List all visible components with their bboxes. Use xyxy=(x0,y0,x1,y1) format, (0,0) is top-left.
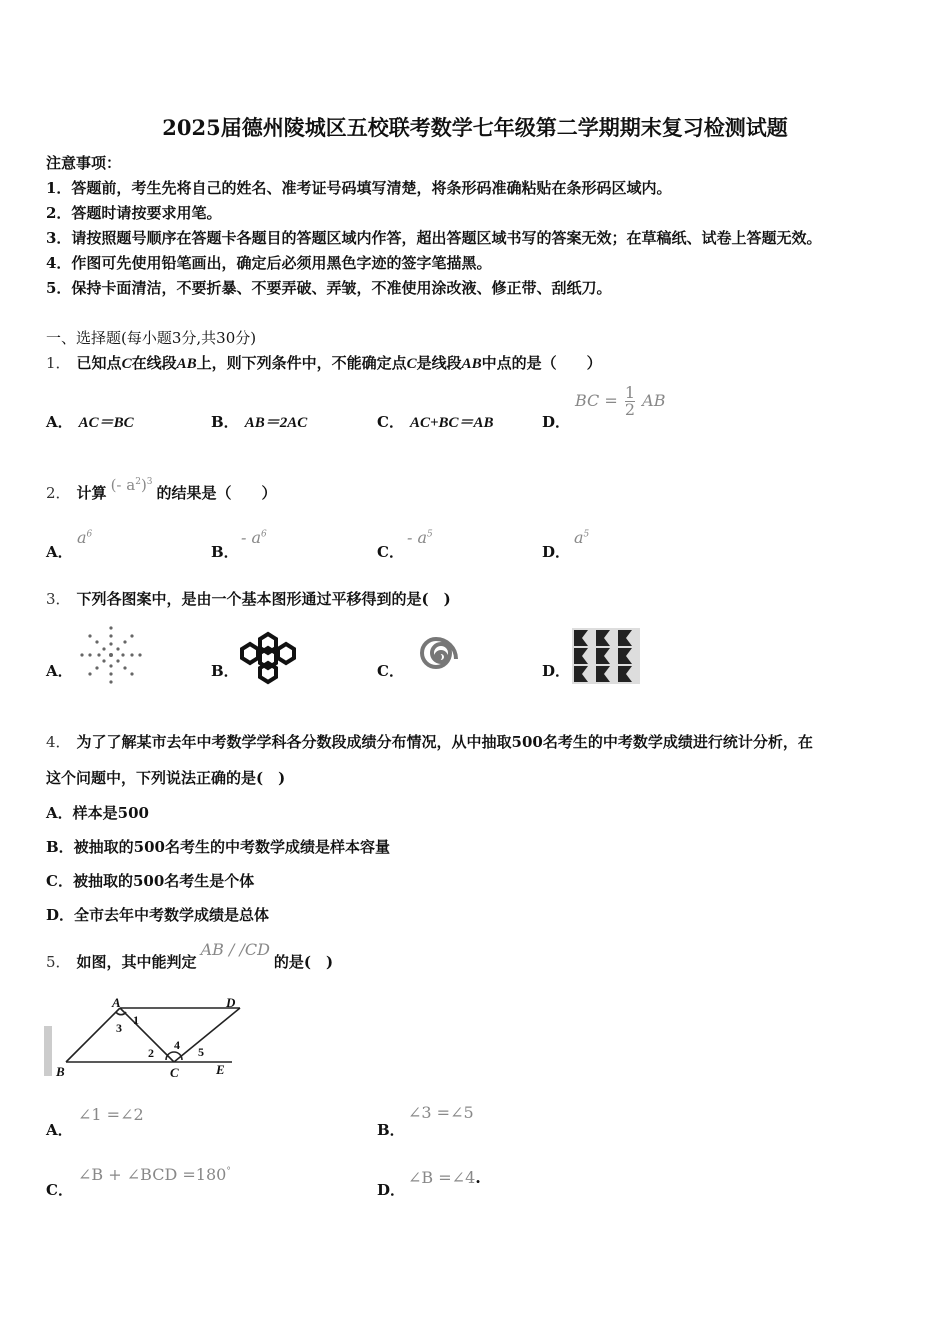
notice-item: 2．答题时请按要求用笔。 xyxy=(46,204,222,222)
question-4 xyxy=(46,731,813,752)
angle-label: 5 xyxy=(198,1045,204,1059)
snowflake-pattern-image xyxy=(76,624,146,686)
degree-symbol: ° xyxy=(226,1166,231,1177)
label-c: C xyxy=(170,1065,179,1080)
angle-label: 4 xyxy=(174,1038,180,1052)
question-number: 1． xyxy=(46,354,71,372)
q2-option-d xyxy=(542,541,570,562)
q2-option-a-formula xyxy=(77,528,92,547)
q5-expression: AB / /CD xyxy=(200,940,270,959)
formula-base: a xyxy=(77,528,87,547)
hexagon-flower-image xyxy=(238,630,298,686)
option-letter: C． xyxy=(377,543,404,561)
q5-text: 如图，其中能判定 xyxy=(76,953,197,971)
notice-item: 1．答题前，考生先将自己的姓名、准考证号码填写清楚，将条形码准确粘贴在条形码区域内。 xyxy=(46,179,672,197)
formula-text: ∠B =∠4 xyxy=(408,1168,476,1187)
question-2 xyxy=(46,476,277,503)
option-letter: B． xyxy=(211,413,239,431)
expr-exponent: 3 xyxy=(146,477,153,487)
angle-label: 1 xyxy=(133,1013,139,1027)
option-letter: A． xyxy=(46,413,73,431)
q1-point: C xyxy=(406,356,417,372)
q1-option-c xyxy=(377,411,494,432)
option-text: AC+BC＝AB xyxy=(409,415,494,431)
angle-label: 2 xyxy=(148,1046,154,1060)
q5-option-a: A． xyxy=(46,1121,73,1139)
q5-option-d-formula xyxy=(408,1168,481,1187)
option-text: AC＝BC xyxy=(78,415,134,431)
option-letter: D． xyxy=(542,413,571,431)
formula-exponent: 6 xyxy=(261,529,267,540)
label-e: E xyxy=(216,1062,225,1077)
question-5 xyxy=(46,940,334,972)
notice-heading: 注意事项： xyxy=(46,154,122,172)
question-1 xyxy=(46,352,602,373)
formula-text: ∠B + ∠BCD =180 xyxy=(78,1165,227,1184)
page-title: 2025届德州陵城区五校联考数学七年级第二学期期末复习检测试题 xyxy=(162,115,788,140)
section-heading: 一、选择题(每小题3分,共30分) xyxy=(46,329,257,347)
option-text: AB＝2AC xyxy=(244,415,308,431)
q1-segment: AB xyxy=(461,356,482,372)
formula-exponent: 5 xyxy=(583,529,590,540)
q3-option-b: B． xyxy=(211,662,239,680)
q2-option-b xyxy=(211,541,239,562)
period: . xyxy=(475,1168,481,1187)
q1-option-d-formula xyxy=(575,385,665,418)
numerator: 1 xyxy=(624,383,636,402)
q3-option-a: A． xyxy=(46,662,73,680)
notice-item: 5．保持卡面清洁，不要折暴、不要弄破、弄皱，不准使用涂改液、修正带、刮纸刀。 xyxy=(46,279,612,297)
label-b: B xyxy=(56,1064,65,1079)
formula-exponent: 5 xyxy=(427,529,433,540)
q4-text: 为了了解某市去年中考数学学科各分数段成绩分布情况，从中抽取500名考生的中考数学成绩进行统计分析，在 xyxy=(76,733,813,751)
formula-base: - a xyxy=(241,528,262,547)
q4-option-d: D．全市去年中考数学成绩是总体 xyxy=(46,906,270,924)
q4-text-line2: 这个问题中，下列说法正确的是( ) xyxy=(46,769,286,787)
q5-option-d: D． xyxy=(377,1181,406,1199)
q5-option-c: C． xyxy=(46,1181,73,1199)
q3-option-d: D． xyxy=(542,662,571,680)
denominator: 2 xyxy=(624,400,636,419)
question-number: 4． xyxy=(46,733,71,751)
q4-option-b: B．被抽取的500名考生的中考数学成绩是样本容量 xyxy=(46,838,390,856)
notice-item: 3．请按照题号顺序在答题卡各题目的答题区域内作答，超出答题区域书写的答案无效；在草稿纸、试卷上答题无效。 xyxy=(46,229,822,247)
q2-option-c-formula xyxy=(407,528,433,547)
option-letter: D． xyxy=(542,543,571,561)
q1-option-a xyxy=(46,411,134,432)
q1-text: 中点的是（ ） xyxy=(481,354,602,372)
q2-option-c xyxy=(377,541,404,562)
q2-text: 计算 xyxy=(76,484,107,502)
option-letter: C． xyxy=(377,413,404,431)
formula-rhs: AB xyxy=(642,391,666,410)
expr-base: (- a xyxy=(110,476,136,494)
q4-option-a: A．样本是500 xyxy=(46,804,149,822)
label-a: A xyxy=(112,995,121,1010)
q4-option-c: C．被抽取的500名考生是个体 xyxy=(46,872,255,890)
expr-close: ) xyxy=(140,476,147,494)
question-number: 3． xyxy=(46,590,71,608)
q2-expression xyxy=(111,476,153,494)
q1-text: 在线段 xyxy=(131,354,177,372)
q1-text: 是线段 xyxy=(416,354,462,372)
q5-text: 的是( ) xyxy=(273,953,334,971)
formula-exponent: 6 xyxy=(86,529,93,540)
q3-option-c: C． xyxy=(377,662,404,680)
q5-option-b: B． xyxy=(377,1121,405,1139)
spiral-shell-image xyxy=(410,627,466,683)
angle-label: 3 xyxy=(116,1021,122,1035)
question-number: 5． xyxy=(46,953,71,971)
q5-option-b-formula: ∠3 =∠5 xyxy=(408,1103,474,1122)
q5-option-c-formula xyxy=(78,1165,231,1184)
q1-segment: AB xyxy=(176,356,197,372)
question-3 xyxy=(46,588,451,609)
fraction xyxy=(625,385,635,418)
q3-text: 下列各图案中，是由一个基本图形通过平移得到的是( ) xyxy=(76,590,451,608)
q2-text: 的结果是（ ） xyxy=(156,484,277,502)
formula-lhs: BC = xyxy=(575,391,618,410)
q1-text: 上，则下列条件中，不能确定点 xyxy=(196,354,407,372)
q2-option-a xyxy=(46,541,73,562)
q1-point: C xyxy=(121,356,132,372)
q2-option-b-formula xyxy=(241,528,267,547)
label-d: D xyxy=(226,995,236,1010)
q1-option-b xyxy=(211,411,307,432)
option-letter: A． xyxy=(46,543,73,561)
tiled-pattern-image xyxy=(572,628,640,684)
q2-option-d-formula xyxy=(574,528,589,547)
notice-item: 4．作图可先使用铅笔画出，确定后必须用黑色字迹的签字笔描黑。 xyxy=(46,254,492,272)
formula-base: - a xyxy=(407,528,428,547)
q1-text: 已知点 xyxy=(76,354,122,372)
parallelogram-figure xyxy=(44,994,244,1082)
q1-option-d xyxy=(542,411,570,432)
formula-base: a xyxy=(574,528,584,547)
q5-option-a-formula: ∠1 =∠2 xyxy=(78,1105,144,1124)
expr-exponent: 2 xyxy=(135,477,141,487)
option-letter: B． xyxy=(211,543,239,561)
question-number: 2． xyxy=(46,484,71,502)
